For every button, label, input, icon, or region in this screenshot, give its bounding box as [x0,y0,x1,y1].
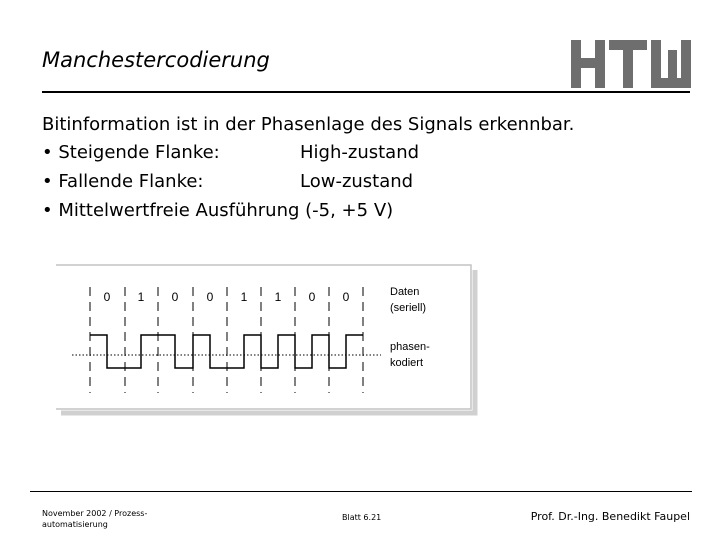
footer-author: Prof. Dr.-Ing. Benedikt Faupel [530,510,690,523]
bit-label: 0 [308,290,316,304]
bullet-mean-free: • Mittelwertfreie Ausführung (-5, +5 V) [42,200,394,221]
bullet-label: • Fallende Flanke: [42,171,204,192]
slide-title: Manchestercodierung [42,48,270,72]
bit-label: 0 [103,290,111,304]
bullet-value: High-zustand [300,142,420,163]
bullet-value: Low-zustand [300,171,414,192]
bit-label: 0 [206,290,214,304]
label-data: Daten [390,286,420,298]
bit-label: 1 [137,290,145,304]
label-phase: phasen- [390,341,430,353]
title-divider [42,91,690,93]
footer-date: November 2002 / Prozess- automatisierung [42,509,148,529]
bit-label: 1 [240,290,248,304]
label-data-serial: (seriell) [390,302,427,314]
manchester-diagram [56,263,486,418]
bit-label: 0 [171,290,179,304]
bit-label: 1 [274,290,282,304]
footer-page: Blatt 6.21 [342,513,382,522]
label-coded: kodiert [390,357,424,369]
htw-logo [571,40,691,88]
bullet-label: • Steigende Flanke: [42,142,220,163]
footer-divider [30,491,692,492]
intro-text: Bitinformation ist in der Phasenlage des Signals erkennbar. [42,114,575,135]
bullet-rising-edge [42,139,420,167]
bullet-falling-edge [42,168,414,196]
bit-label: 0 [342,290,350,304]
